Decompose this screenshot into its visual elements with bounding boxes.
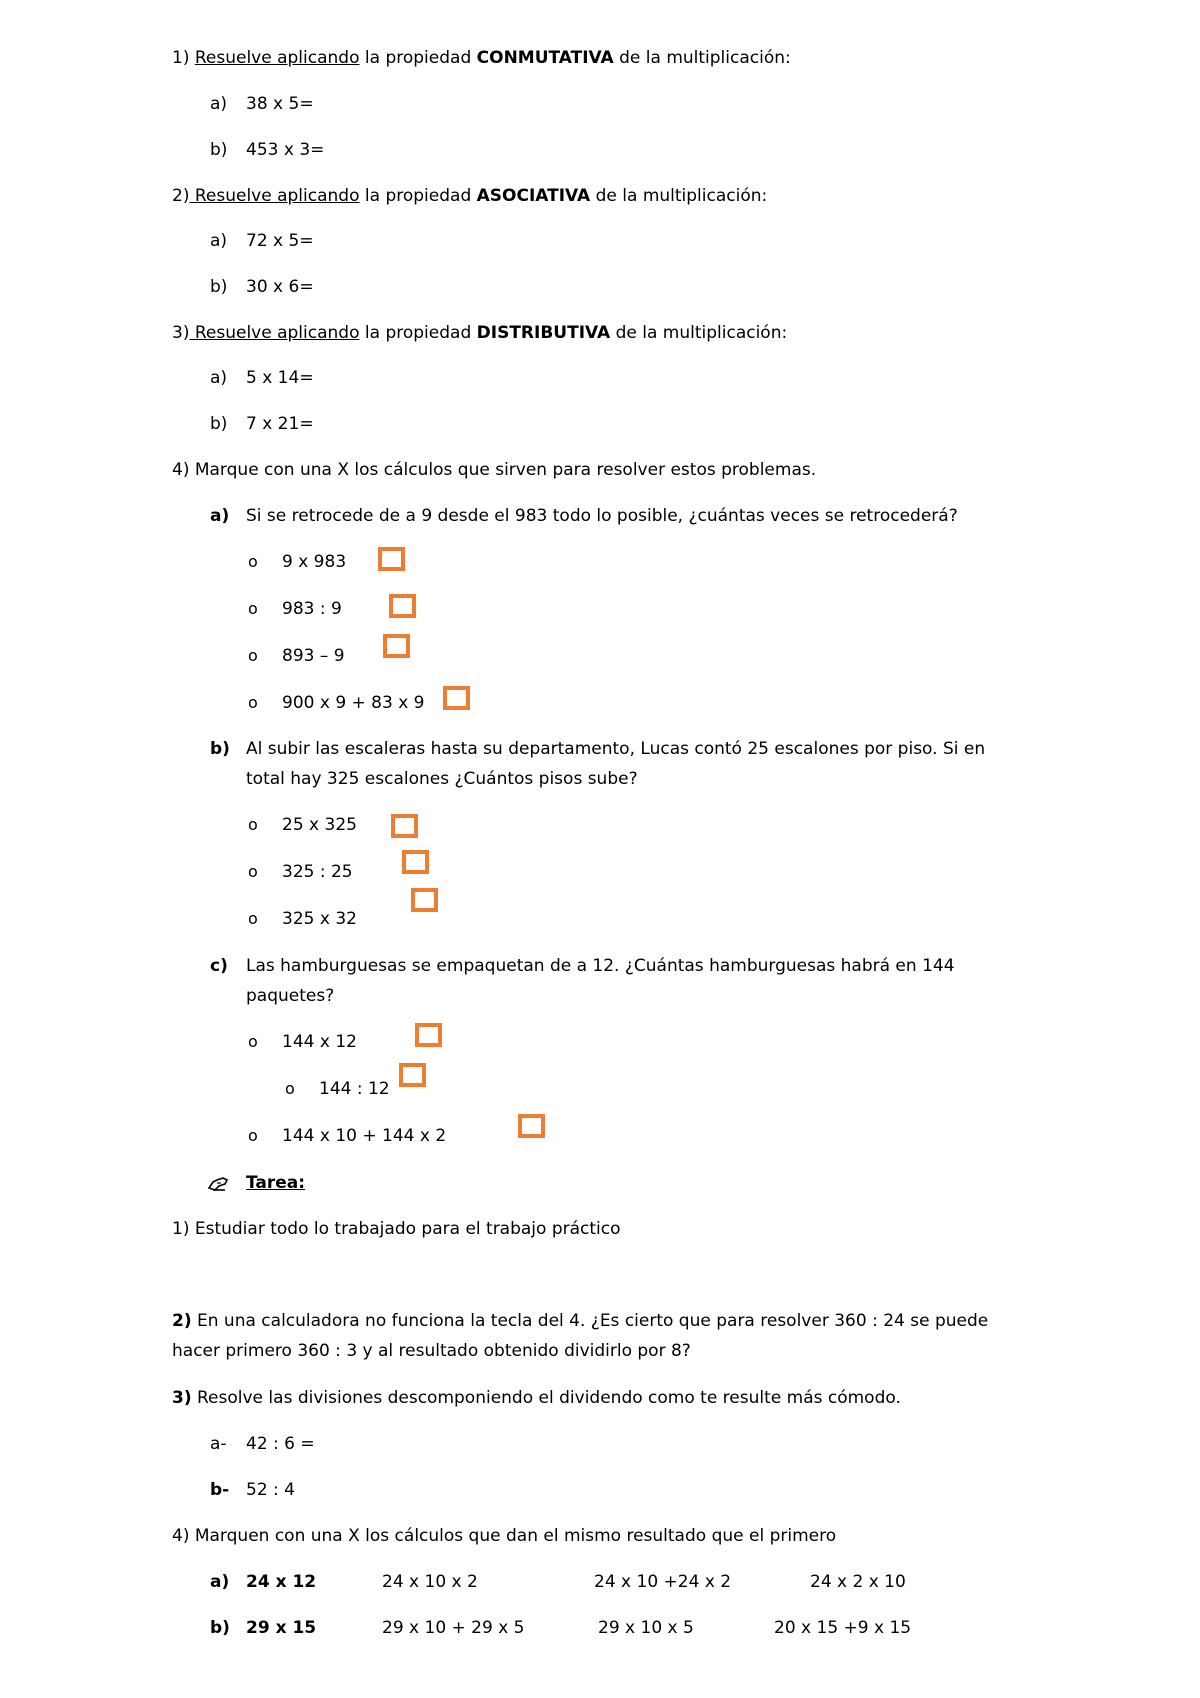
q1-post: de la multiplicación:: [613, 48, 791, 68]
q2-property: ASOCIATIVA: [476, 186, 591, 206]
homework-row-b-option-3[interactable]: 20 x 15 +9 x 15: [774, 1618, 912, 1638]
homework-item-2-line-1: [172, 1310, 988, 1332]
q3-item-a-label: a): [210, 368, 228, 388]
q4a-option-2: 983 : 9: [282, 599, 342, 619]
bullet: o: [248, 815, 258, 834]
homework-row-b-label: b): [210, 1618, 230, 1638]
q4c-option-1: 144 x 12: [282, 1032, 357, 1052]
q4a-option-3-checkbox[interactable]: [383, 634, 410, 658]
q2-item-b-label: b): [210, 277, 228, 297]
q4c-option-3-checkbox[interactable]: [518, 1114, 545, 1138]
q3-item-b-label: b): [210, 414, 228, 434]
q2-item-a-label: a): [210, 231, 228, 251]
homework-row-b-first: 29 x 15: [246, 1618, 317, 1638]
homework-item-1: 1) Estudiar todo lo trabajado para el trabajo práctico: [172, 1219, 621, 1239]
homework-row-b-option-2[interactable]: 29 x 10 x 5: [598, 1618, 694, 1638]
q4a-option-4: 900 x 9 + 83 x 9: [282, 693, 425, 713]
q2-number: 2): [172, 186, 190, 206]
homework-item-3-text: Resolve las divisiones descomponiendo el dividendo como te resulte más cómodo.: [191, 1388, 901, 1408]
homework-item-3: [172, 1387, 901, 1409]
q2-item-b: 30 x 6=: [246, 277, 314, 297]
q4c-option-1-checkbox[interactable]: [415, 1023, 442, 1047]
q4c-problem-line-1: Las hamburguesas se empaquetan de a 12. ¿Cuántas hamburguesas habrá en 144: [246, 956, 955, 976]
bullet: o: [248, 693, 258, 712]
q4c-option-2-checkbox[interactable]: [399, 1063, 426, 1087]
q4c-label: c): [210, 956, 228, 976]
homework-row-a-option-3[interactable]: 24 x 2 x 10: [810, 1572, 906, 1592]
homework-item-2-text: En una calculadora no funciona la tecla del 4. ¿Es cierto que para resolver 360 : 24 se puede: [191, 1311, 989, 1331]
q4c-option-2: 144 : 12: [319, 1079, 390, 1099]
q4a-option-4-checkbox[interactable]: [443, 686, 470, 710]
homework-item-2-line-2: hacer primero 360 : 3 y al resultado obtenido dividirlo por 8?: [172, 1341, 691, 1361]
q4a-problem: Si se retrocede de a 9 desde el 983 todo lo posible, ¿cuántas veces se retrocederá?: [246, 506, 958, 526]
q4c-option-3: 144 x 10 + 144 x 2: [282, 1126, 447, 1146]
q3-property: DISTRIBUTIVA: [476, 323, 611, 343]
homework-item-2-number: 2): [172, 1311, 192, 1331]
question-2-heading: [172, 185, 767, 207]
q4a-option-1-checkbox[interactable]: [378, 547, 405, 571]
q4a-option-1: 9 x 983: [282, 552, 347, 572]
q3-number: 3): [172, 323, 190, 343]
q4b-option-3: 325 x 32: [282, 909, 357, 929]
q4b-option-1-checkbox[interactable]: [391, 814, 418, 838]
q4b-option-2-checkbox[interactable]: [402, 850, 429, 874]
homework-item-3a: 42 : 6 =: [246, 1434, 315, 1454]
homework-item-3a-label: a-: [210, 1434, 227, 1454]
homework-row-a-option-1[interactable]: 24 x 10 x 2: [382, 1572, 478, 1592]
q4b-option-2: 325 : 25: [282, 862, 353, 882]
bullet: o: [285, 1079, 295, 1098]
question-4-heading: 4) Marque con una X los cálculos que sirven para resolver estos problemas.: [172, 460, 817, 480]
q3-item-b: 7 x 21=: [246, 414, 314, 434]
q4b-option-3-checkbox[interactable]: [411, 888, 438, 912]
homework-title: Tarea:: [246, 1173, 306, 1193]
homework-row-b-option-1[interactable]: 29 x 10 + 29 x 5: [382, 1618, 525, 1638]
q1-item-b: 453 x 3=: [246, 140, 325, 160]
q1-instruction: Resuelve aplicando: [194, 48, 360, 68]
bullet: o: [248, 552, 258, 571]
q3-item-a: 5 x 14=: [246, 368, 314, 388]
bullet: o: [248, 1032, 258, 1051]
q4b-problem-line-2: total hay 325 escalones ¿Cuántos pisos sube?: [246, 769, 638, 789]
q4c-problem-line-2: paquetes?: [246, 986, 335, 1006]
writing-hand-icon: [207, 1172, 229, 1198]
homework-row-a-label: a): [210, 1572, 230, 1592]
q4a-option-2-checkbox[interactable]: [389, 594, 416, 618]
q4a-label: a): [210, 506, 230, 526]
q1-number: 1): [172, 48, 190, 68]
q1-pre: la propiedad: [359, 48, 477, 68]
q1-property: CONMUTATIVA: [476, 48, 614, 68]
question-1-heading: [172, 47, 791, 69]
homework-item-3b: 52 : 4: [246, 1480, 295, 1500]
bullet: o: [248, 1126, 258, 1145]
bullet: o: [248, 909, 258, 928]
homework-row-a-option-2[interactable]: 24 x 10 +24 x 2: [594, 1572, 732, 1592]
q4a-option-3: 893 – 9: [282, 646, 345, 666]
q4b-option-1: 25 x 325: [282, 815, 357, 835]
bullet: o: [248, 646, 258, 665]
q3-post: de la multiplicación:: [610, 323, 788, 343]
q3-pre: la propiedad: [359, 323, 477, 343]
question-3-heading: [172, 322, 787, 344]
bullet: o: [248, 599, 258, 618]
homework-item-3b-label: b-: [210, 1480, 230, 1500]
q2-pre: la propiedad: [359, 186, 477, 206]
bullet: o: [248, 862, 258, 881]
q4b-label: b): [210, 739, 230, 759]
q2-item-a: 72 x 5=: [246, 231, 314, 251]
q4b-problem-line-1: Al subir las escaleras hasta su departamento, Lucas contó 25 escalones por piso. Si en: [246, 739, 986, 759]
q1-item-a-label: a): [210, 94, 228, 114]
q3-instruction: Resuelve aplicando: [189, 323, 360, 343]
q2-instruction: Resuelve aplicando: [189, 186, 360, 206]
homework-item-4: 4) Marquen con una X los cálculos que dan el mismo resultado que el primero: [172, 1526, 837, 1546]
q1-item-a: 38 x 5=: [246, 94, 314, 114]
homework-item-3-number: 3): [172, 1388, 192, 1408]
q1-item-b-label: b): [210, 140, 228, 160]
q2-post: de la multiplicación:: [590, 186, 768, 206]
homework-row-a-first: 24 x 12: [246, 1572, 317, 1592]
